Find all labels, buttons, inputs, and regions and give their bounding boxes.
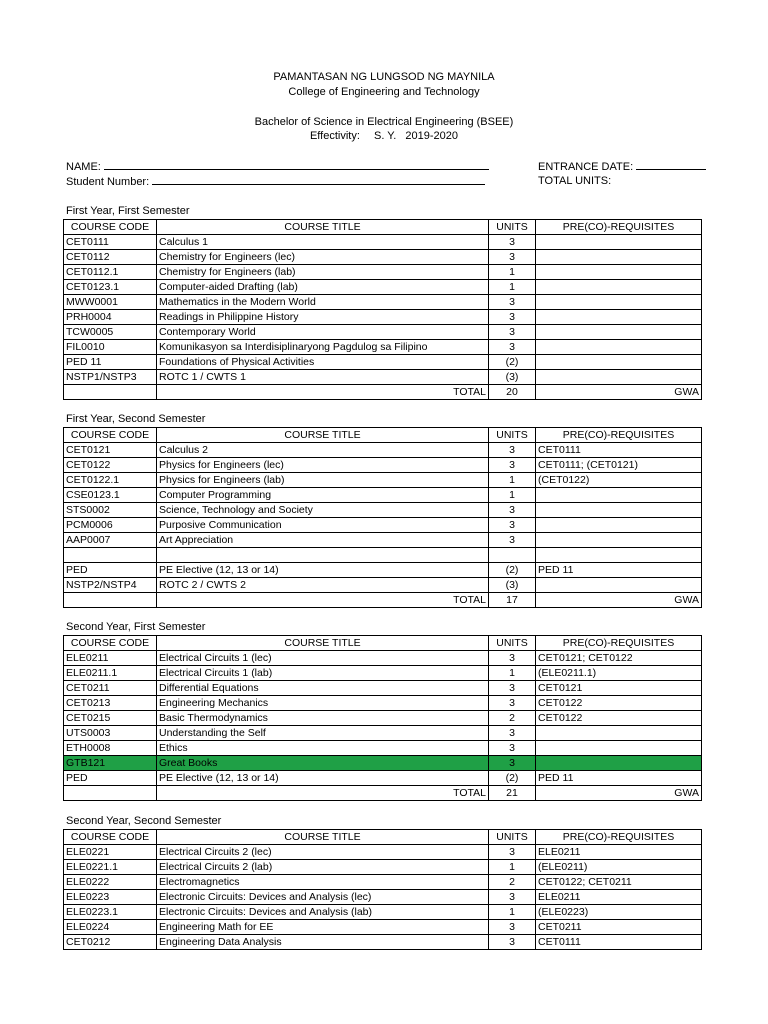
course-code-cell: ELE0223: [64, 890, 157, 905]
course-code-cell: [64, 548, 157, 563]
course-code-cell: CSE0123.1: [64, 488, 157, 503]
effectivity-line: [0, 129, 768, 143]
header-units: UNITS: [489, 636, 536, 651]
course-title-cell: Art Appreciation: [157, 533, 489, 548]
table-row: [64, 711, 702, 726]
table-row: [64, 533, 702, 548]
prerequisite-cell: ELE0211: [536, 845, 702, 860]
course-title-cell: Electrical Circuits 2 (lec): [157, 845, 489, 860]
prerequisite-cell: [536, 355, 702, 370]
prerequisite-cell: CET0121; CET0122: [536, 651, 702, 666]
total-row: [64, 385, 702, 400]
prerequisite-cell: [536, 533, 702, 548]
course-title-cell: Contemporary World: [157, 325, 489, 340]
prerequisite-cell: [536, 741, 702, 756]
prerequisite-cell: (ELE0211): [536, 860, 702, 875]
table-row: [64, 875, 702, 890]
units-cell: 3: [489, 920, 536, 935]
table-header-row: [64, 636, 702, 651]
course-title-cell: Engineering Mechanics: [157, 696, 489, 711]
course-title-cell: Ethics: [157, 741, 489, 756]
units-cell: 1: [489, 473, 536, 488]
course-title-cell: Computer-aided Drafting (lab): [157, 280, 489, 295]
total-empty-cell: [64, 786, 157, 801]
header-course-code: COURSE CODE: [64, 428, 157, 443]
units-cell: 1: [489, 265, 536, 280]
course-code-cell: PED: [64, 563, 157, 578]
course-title-cell: Chemistry for Engineers (lec): [157, 250, 489, 265]
units-cell: 3: [489, 726, 536, 741]
prerequisite-cell: (CET0122): [536, 473, 702, 488]
header-prerequisites: PRE(CO)-REQUISITES: [536, 220, 702, 235]
course-code-cell: NSTP2/NSTP4: [64, 578, 157, 593]
prerequisite-cell: CET0122: [536, 711, 702, 726]
course-code-cell: PED 11: [64, 355, 157, 370]
course-code-cell: PED: [64, 771, 157, 786]
table-row: [64, 741, 702, 756]
total-empty-cell: [64, 593, 157, 608]
units-cell: 3: [489, 340, 536, 355]
table-row: [64, 443, 702, 458]
prerequisite-cell: CET0121: [536, 681, 702, 696]
course-code-cell: CET0112: [64, 250, 157, 265]
units-cell: 3: [489, 845, 536, 860]
course-title-cell: [157, 548, 489, 563]
course-title-cell: Electrical Circuits 1 (lab): [157, 666, 489, 681]
total-label: TOTAL: [157, 593, 489, 608]
course-title-cell: Electromagnetics: [157, 875, 489, 890]
course-title-cell: Basic Thermodynamics: [157, 711, 489, 726]
total-units-value: 21: [489, 786, 536, 801]
units-cell: (3): [489, 370, 536, 385]
course-title-cell: Electronic Circuits: Devices and Analysis (lec): [157, 890, 489, 905]
table-header-row: [64, 830, 702, 845]
table-row: [64, 651, 702, 666]
university-name: PAMANTASAN NG LUNGSOD NG MAYNILA: [273, 71, 495, 83]
table-row: [64, 235, 702, 250]
table-row: [64, 726, 702, 741]
course-title-cell: Readings in Philippine History: [157, 310, 489, 325]
prerequisite-cell: [536, 503, 702, 518]
table-row: [64, 265, 702, 280]
effectivity-label: Effectivity:: [309, 130, 360, 142]
course-title-cell: Mathematics in the Modern World: [157, 295, 489, 310]
header-course-title: COURSE TITLE: [157, 830, 489, 845]
prerequisite-cell: [536, 295, 702, 310]
table-row: [64, 578, 702, 593]
effectivity-value: S. Y. 2019-2020: [374, 130, 459, 142]
units-cell: 3: [489, 533, 536, 548]
prerequisite-cell: [536, 548, 702, 563]
semester-title: First Year, Second Semester: [66, 413, 206, 425]
course-code-cell: ELE0222: [64, 875, 157, 890]
total-row: [64, 786, 702, 801]
units-cell: 3: [489, 696, 536, 711]
table-row: [64, 681, 702, 696]
table-row: [64, 325, 702, 340]
course-code-cell: FIL0010: [64, 340, 157, 355]
table-row: [64, 771, 702, 786]
header-units: UNITS: [489, 830, 536, 845]
units-cell: 3: [489, 935, 536, 950]
course-table: [63, 219, 702, 400]
course-title-cell: Calculus 1: [157, 235, 489, 250]
entrance-date-label: ENTRANCE DATE:: [538, 161, 634, 173]
prerequisite-cell: CET0122: [536, 696, 702, 711]
prerequisite-cell: CET0211: [536, 920, 702, 935]
units-cell: 3: [489, 310, 536, 325]
table-header-row: [64, 220, 702, 235]
gwa-label: GWA: [536, 385, 702, 400]
total-units-field: [538, 174, 611, 188]
total-label: TOTAL: [157, 385, 489, 400]
course-code-cell: CET0215: [64, 711, 157, 726]
course-title-cell: Engineering Math for EE: [157, 920, 489, 935]
header-course-title: COURSE TITLE: [157, 636, 489, 651]
prerequisite-cell: PED 11: [536, 563, 702, 578]
units-cell: 3: [489, 503, 536, 518]
prerequisite-cell: [536, 578, 702, 593]
table-header-row: [64, 428, 702, 443]
college-name: College of Engineering and Technology: [288, 86, 480, 98]
table-row: [64, 905, 702, 920]
table-row: [64, 473, 702, 488]
prerequisite-cell: [536, 518, 702, 533]
units-cell: (2): [489, 771, 536, 786]
units-cell: (3): [489, 578, 536, 593]
course-code-cell: NSTP1/NSTP3: [64, 370, 157, 385]
table-row: [64, 340, 702, 355]
prerequisite-cell: CET0111: [536, 443, 702, 458]
course-title-cell: ROTC 2 / CWTS 2: [157, 578, 489, 593]
course-code-cell: ELE0221: [64, 845, 157, 860]
course-code-cell: ETH0008: [64, 741, 157, 756]
course-code-cell: ELE0211: [64, 651, 157, 666]
semester-title: First Year, First Semester: [66, 205, 190, 217]
header-course-code: COURSE CODE: [64, 220, 157, 235]
prerequisite-cell: (ELE0211.1): [536, 666, 702, 681]
semester-title: Second Year, Second Semester: [66, 815, 222, 827]
units-cell: [489, 548, 536, 563]
gwa-label: GWA: [536, 786, 702, 801]
course-title-cell: Calculus 2: [157, 443, 489, 458]
table-row: [64, 563, 702, 578]
prerequisite-cell: [536, 235, 702, 250]
units-cell: 3: [489, 458, 536, 473]
units-cell: 1: [489, 666, 536, 681]
prerequisite-cell: PED 11: [536, 771, 702, 786]
course-code-cell: AAP0007: [64, 533, 157, 548]
course-code-cell: ELE0224: [64, 920, 157, 935]
course-code-cell: CET0123.1: [64, 280, 157, 295]
course-code-cell: CET0122: [64, 458, 157, 473]
course-code-cell: TCW0005: [64, 325, 157, 340]
course-code-cell: ELE0211.1: [64, 666, 157, 681]
units-cell: 3: [489, 325, 536, 340]
course-title-cell: PE Elective (12, 13 or 14): [157, 563, 489, 578]
prerequisite-cell: [536, 488, 702, 503]
units-cell: (2): [489, 563, 536, 578]
table-row: [64, 518, 702, 533]
prerequisite-cell: [536, 310, 702, 325]
header-course-code: COURSE CODE: [64, 830, 157, 845]
entrance-date-line: [636, 159, 706, 170]
course-title-cell: Understanding the Self: [157, 726, 489, 741]
student-number-line: [152, 174, 485, 185]
course-code-cell: CET0121: [64, 443, 157, 458]
prerequisite-cell: [536, 325, 702, 340]
prerequisite-cell: ELE0211: [536, 890, 702, 905]
course-code-cell: ELE0223.1: [64, 905, 157, 920]
course-title-cell: PE Elective (12, 13 or 14): [157, 771, 489, 786]
course-title-cell: Komunikasyon sa Interdisiplinaryong Pagdulog sa Filipino: [157, 340, 489, 355]
table-row: [64, 935, 702, 950]
course-code-cell: CET0211: [64, 681, 157, 696]
header-prerequisites: PRE(CO)-REQUISITES: [536, 428, 702, 443]
header-units: UNITS: [489, 220, 536, 235]
prerequisite-cell: (ELE0223): [536, 905, 702, 920]
prerequisite-cell: [536, 340, 702, 355]
table-row: [64, 310, 702, 325]
units-cell: 1: [489, 488, 536, 503]
prerequisite-cell: CET0111; (CET0121): [536, 458, 702, 473]
total-row: [64, 593, 702, 608]
header-course-title: COURSE TITLE: [157, 220, 489, 235]
course-code-cell: GTB121: [64, 756, 157, 771]
table-row: [64, 280, 702, 295]
prerequisite-cell: [536, 280, 702, 295]
prerequisite-cell: CET0111: [536, 935, 702, 950]
units-cell: 3: [489, 295, 536, 310]
course-title-cell: Engineering Data Analysis: [157, 935, 489, 950]
units-cell: 2: [489, 875, 536, 890]
course-title-cell: Computer Programming: [157, 488, 489, 503]
course-code-cell: MWW0001: [64, 295, 157, 310]
course-code-cell: PRH0004: [64, 310, 157, 325]
units-cell: 3: [489, 741, 536, 756]
course-title-cell: Electrical Circuits 2 (lab): [157, 860, 489, 875]
table-row: [64, 845, 702, 860]
table-row: [64, 860, 702, 875]
table-row: [64, 920, 702, 935]
course-title-cell: Electronic Circuits: Devices and Analysis (lab): [157, 905, 489, 920]
units-cell: 3: [489, 651, 536, 666]
course-title-cell: Chemistry for Engineers (lab): [157, 265, 489, 280]
table-row: [64, 355, 702, 370]
total-units-label: TOTAL UNITS:: [538, 175, 612, 187]
course-code-cell: STS0002: [64, 503, 157, 518]
semester-title: Second Year, First Semester: [66, 621, 206, 633]
units-cell: 1: [489, 860, 536, 875]
units-cell: (2): [489, 355, 536, 370]
units-cell: 3: [489, 518, 536, 533]
course-title-cell: Differential Equations: [157, 681, 489, 696]
prerequisite-cell: [536, 250, 702, 265]
name-field: [66, 159, 489, 174]
header-prerequisites: PRE(CO)-REQUISITES: [536, 830, 702, 845]
table-row: [64, 295, 702, 310]
prerequisite-cell: CET0122; CET0211: [536, 875, 702, 890]
course-code-cell: CET0213: [64, 696, 157, 711]
table-row: [64, 488, 702, 503]
units-cell: 3: [489, 890, 536, 905]
gwa-label: GWA: [536, 593, 702, 608]
course-code-cell: CET0112.1: [64, 265, 157, 280]
units-cell: 3: [489, 756, 536, 771]
total-units-value: 17: [489, 593, 536, 608]
prerequisite-cell: [536, 726, 702, 741]
course-title-cell: Physics for Engineers (lec): [157, 458, 489, 473]
course-table: [63, 829, 702, 950]
units-cell: 3: [489, 681, 536, 696]
course-title-cell: Electrical Circuits 1 (lec): [157, 651, 489, 666]
table-row: [64, 890, 702, 905]
table-row: [64, 548, 702, 563]
total-empty-cell: [64, 385, 157, 400]
student-number-label: Student Number:: [66, 176, 150, 188]
course-table: [63, 635, 702, 801]
course-code-cell: CET0212: [64, 935, 157, 950]
course-code-cell: ELE0221.1: [64, 860, 157, 875]
course-code-cell: PCM0006: [64, 518, 157, 533]
units-cell: 3: [489, 250, 536, 265]
student-number-field: [66, 174, 485, 189]
course-table: [63, 427, 702, 608]
name-line: [104, 159, 489, 170]
prerequisite-cell: [536, 370, 702, 385]
header-units: UNITS: [489, 428, 536, 443]
units-cell: 1: [489, 905, 536, 920]
course-title-cell: Physics for Engineers (lab): [157, 473, 489, 488]
units-cell: 3: [489, 235, 536, 250]
prerequisite-cell: [536, 756, 702, 771]
table-row: [64, 370, 702, 385]
table-row: [64, 250, 702, 265]
units-cell: 2: [489, 711, 536, 726]
table-row: [64, 503, 702, 518]
course-title-cell: Great Books: [157, 756, 489, 771]
table-row: [64, 696, 702, 711]
header-prerequisites: PRE(CO)-REQUISITES: [536, 636, 702, 651]
course-code-cell: UTS0003: [64, 726, 157, 741]
total-units-value: 20: [489, 385, 536, 400]
table-row: [64, 756, 702, 771]
header-course-title: COURSE TITLE: [157, 428, 489, 443]
prerequisite-cell: [536, 265, 702, 280]
course-code-cell: CET0122.1: [64, 473, 157, 488]
name-label: NAME:: [66, 161, 101, 173]
course-title-cell: Foundations of Physical Activities: [157, 355, 489, 370]
course-title-cell: Purposive Communication: [157, 518, 489, 533]
course-code-cell: CET0111: [64, 235, 157, 250]
program-name: Bachelor of Science in Electrical Engineering (BSEE): [254, 116, 514, 128]
header-course-code: COURSE CODE: [64, 636, 157, 651]
total-label: TOTAL: [157, 786, 489, 801]
units-cell: 1: [489, 280, 536, 295]
table-row: [64, 458, 702, 473]
table-row: [64, 666, 702, 681]
entrance-date-field: [538, 159, 706, 174]
course-title-cell: ROTC 1 / CWTS 1: [157, 370, 489, 385]
course-title-cell: Science, Technology and Society: [157, 503, 489, 518]
units-cell: 3: [489, 443, 536, 458]
